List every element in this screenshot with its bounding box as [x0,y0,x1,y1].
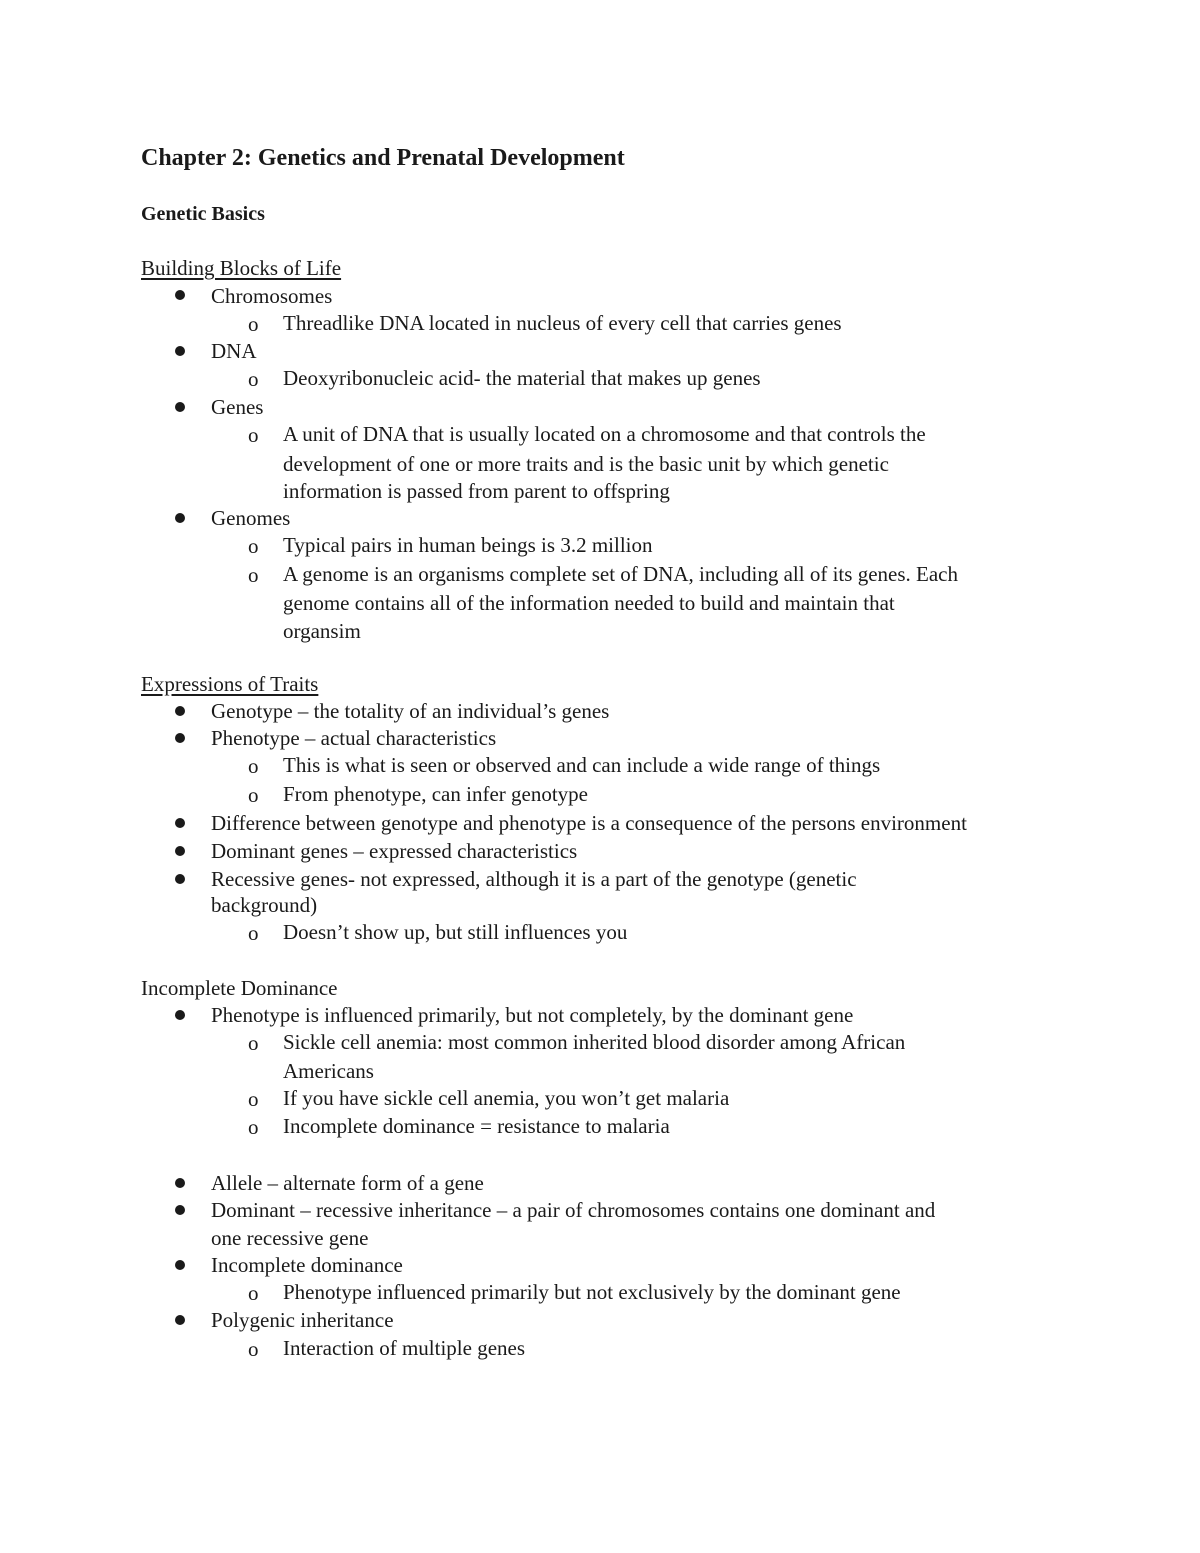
sub-bullet-icon: o [248,754,259,778]
bullet-icon [175,346,185,356]
bullet-icon [175,1315,185,1325]
bullet-icon [175,706,185,716]
sub-list-item: From phenotype, can infer genotype [283,782,588,806]
sub-bullet-icon: o [248,1087,259,1111]
sub-list-item-continuation: organsim [283,619,361,643]
bullet-icon [175,733,185,743]
heading-incomplete-dominance: Incomplete Dominance [141,976,338,1000]
sub-bullet-icon: o [248,563,259,587]
list-item: Allele – alternate form of a gene [211,1171,484,1195]
sub-bullet-icon: o [248,367,259,391]
bullet-icon [175,402,185,412]
section-title: Genetic Basics [141,203,265,225]
sub-bullet-icon: o [248,1115,259,1139]
list-item: Recessive genes- not expressed, although it is a part of the genotype (genetic [211,867,857,891]
sub-list-item: Threadlike DNA located in nucleus of every cell that carries genes [283,311,842,335]
list-item: Phenotype is influenced primarily, but not completely, by the dominant gene [211,1003,854,1027]
heading-building-blocks: Building Blocks of Life [141,256,342,280]
list-item-continuation: one recessive gene [211,1226,369,1250]
bullet-icon [175,1010,185,1020]
bullet-icon [175,513,185,523]
sub-bullet-icon: o [248,921,259,945]
sub-list-item: Typical pairs in human beings is 3.2 million [283,533,653,557]
sub-list-item: Deoxyribonucleic acid- the material that makes up genes [283,366,761,390]
list-item: Dominant genes – expressed characteristics [211,839,578,863]
list-item: Genomes [211,506,291,530]
sub-list-item: A genome is an organisms complete set of DNA, including all of its genes. Each [283,562,958,586]
list-item: DNA [211,339,257,363]
sub-list-item: If you have sickle cell anemia, you won’t get malaria [283,1086,730,1110]
sub-list-item-continuation: Americans [283,1059,374,1083]
list-item: Phenotype – actual characteristics [211,726,497,750]
heading-expressions-of-traits: Expressions of Traits [141,672,319,696]
bullet-icon [175,1260,185,1270]
sub-list-item: Phenotype influenced primarily but not exclusively by the dominant gene [283,1280,901,1304]
list-item-continuation: background) [211,893,318,917]
bullet-icon [175,874,185,884]
sub-bullet-icon: o [248,1281,259,1305]
bullet-icon [175,1205,185,1215]
list-item: Genotype – the totality of an individual’s genes [211,699,610,723]
page-title: Chapter 2: Genetics and Prenatal Development [141,145,625,171]
sub-list-item-continuation: information is passed from parent to offspring [283,479,670,503]
bullet-icon [175,290,185,300]
sub-bullet-icon: o [248,312,259,336]
sub-bullet-icon: o [248,783,259,807]
list-item: Genes [211,395,264,419]
sub-bullet-icon: o [248,1337,259,1361]
sub-list-item: A unit of DNA that is usually located on a chromosome and that controls the [283,422,926,446]
sub-bullet-icon: o [248,423,259,447]
list-item: Dominant – recessive inheritance – a pair of chromosomes contains one dominant and [211,1198,936,1222]
list-item: Chromosomes [211,284,333,308]
bullet-icon [175,846,185,856]
list-item: Difference between genotype and phenotype is a consequence of the persons environment [211,811,967,835]
bullet-icon [175,1178,185,1188]
bullet-icon [175,818,185,828]
sub-list-item: Doesn’t show up, but still influences you [283,920,628,944]
sub-list-item-continuation: genome contains all of the information needed to build and maintain that [283,591,895,615]
list-item: Polygenic inheritance [211,1308,394,1332]
sub-list-item: Sickle cell anemia: most common inherited blood disorder among African [283,1030,906,1054]
sub-list-item: This is what is seen or observed and can include a wide range of things [283,753,881,777]
sub-list-item-continuation: development of one or more traits and is the basic unit by which genetic [283,452,889,476]
sub-list-item: Interaction of multiple genes [283,1336,526,1360]
sub-bullet-icon: o [248,534,259,558]
sub-list-item: Incomplete dominance = resistance to malaria [283,1114,670,1138]
sub-bullet-icon: o [248,1031,259,1055]
list-item: Incomplete dominance [211,1253,403,1277]
